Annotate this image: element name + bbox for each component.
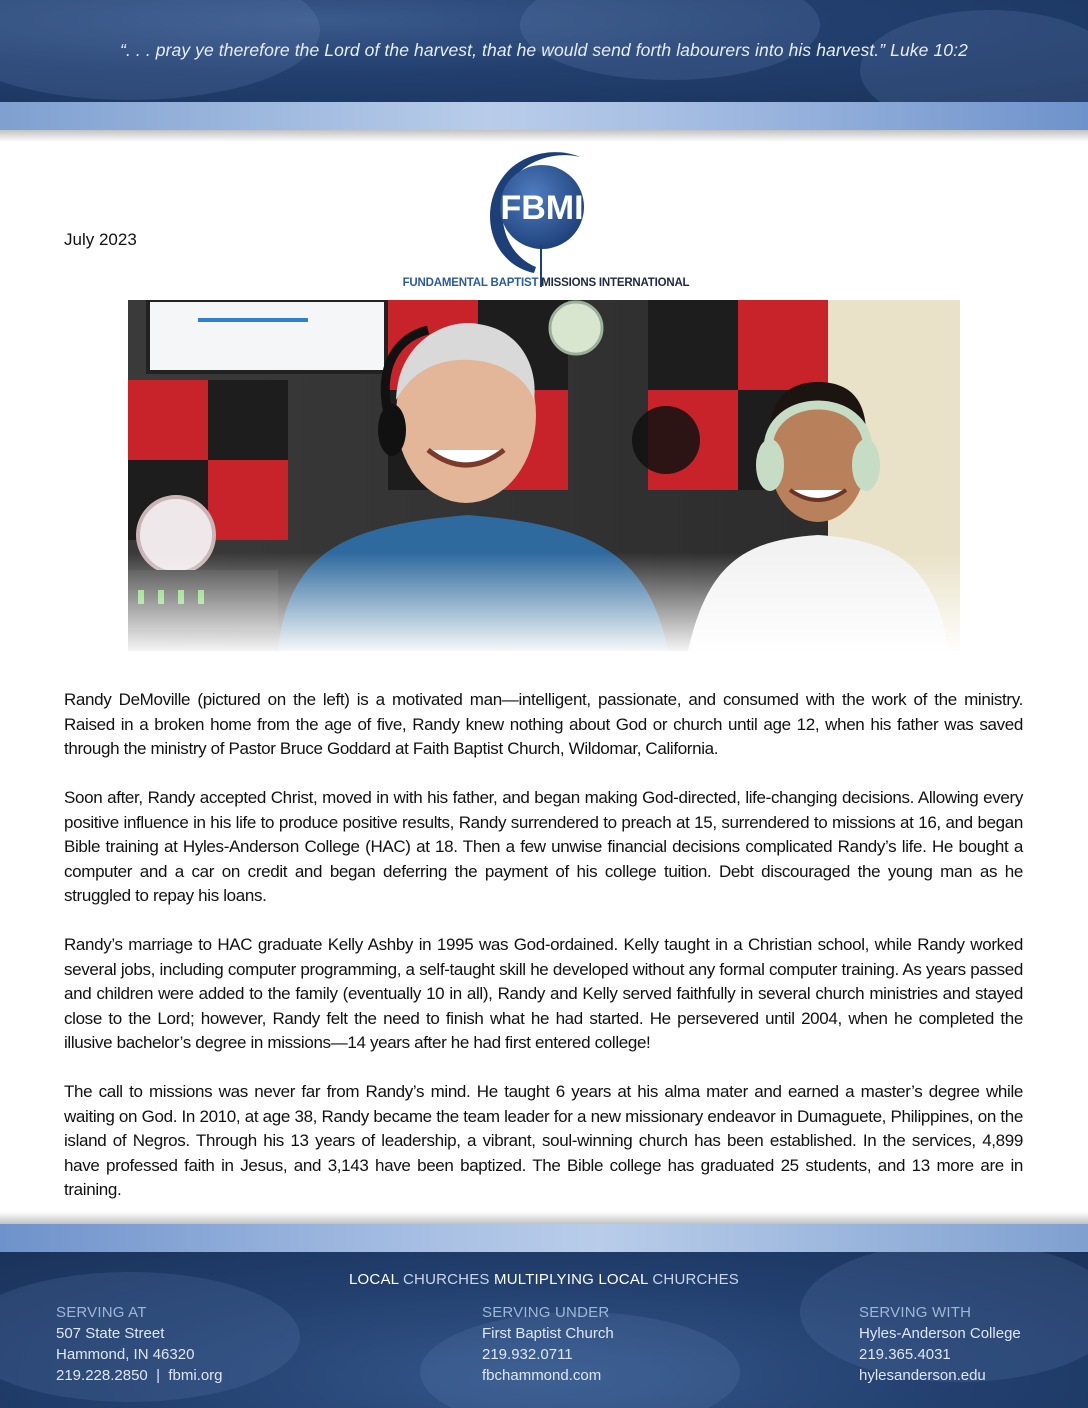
- header-accent-band: [0, 102, 1088, 130]
- studio-photo: [128, 300, 960, 651]
- header-shadow: [0, 130, 1088, 142]
- footer-tagline: [0, 1271, 1088, 1288]
- tagline-word-3: MULTIPLYING: [494, 1271, 594, 1288]
- serving-with-heading: SERVING WITH: [859, 1304, 972, 1321]
- serving-with-line1: Hyles-Anderson College: [859, 1325, 1021, 1342]
- studio-photo-illustration: [128, 300, 960, 651]
- paragraph-2: Soon after, Randy accepted Christ, moved in with his father, and began making God-directed, life-changing decisions. Allowing every positive influence in his life to produce positive results, Randy surrendered to preach at 15, surrendered to missions at 16, and began Bible training at Hyles-Anderson College (HAC) at 18. Then a few unwise financial decisions complicated Randy’s life. He bought a computer and a car on credit and began deferring the payment of his college tuition. Debt discouraged the young man as he struggled to repay his loans.: [64, 788, 1023, 905]
- footer-shadow: [0, 1212, 1088, 1224]
- logo-caption-part1: FUNDAMENTAL BAPTIST: [402, 277, 539, 289]
- footer: [0, 1252, 1088, 1408]
- serving-with-line2: 219.365.4031: [859, 1346, 951, 1363]
- serving-with-line3: hylesanderson.edu: [859, 1367, 986, 1384]
- tagline-word-1: LOCAL: [349, 1271, 399, 1288]
- serving-under-heading: SERVING UNDER: [482, 1304, 610, 1321]
- serving-at-heading: SERVING AT: [56, 1304, 147, 1321]
- serving-under-line2: 219.932.0711: [482, 1346, 573, 1363]
- logo-caption-part2: MISSIONS INTERNATIONAL: [541, 277, 690, 289]
- serving-with: [859, 1302, 1021, 1386]
- paragraph-3: Randy’s marriage to HAC graduate Kelly Ashby in 1995 was God-ordained. Kelly taught in a Christian school, while Randy worked several jobs, including computer programming, a self-taught skill he developed without any formal computer training. As years passed and children were added to the family (eventually 10 in all), Randy and Kelly served faithfully in several church ministries and stayed close to the Lord; however, Randy felt the need to finish what he had started. He persevered until 2004, when he completed the illusive bachelor’s degree in missions—14 years after he had first entered college!: [64, 935, 1023, 1052]
- header-banner: [0, 0, 1088, 102]
- paragraph-1: Randy DeMoville (pictured on the left) is a motivated man—intelligent, passionate, and consumed with the work of the ministry. Raised in a broken home from the age of five, Randy knew nothing about God or church until age 12, when his father was saved through the ministry of Pastor Bruce Goddard at Faith Baptist Church, Wildomar, California.: [64, 690, 1023, 758]
- letter-body: [64, 688, 1023, 1227]
- logo-caption: [396, 277, 696, 289]
- fbmi-logo: [396, 145, 696, 295]
- serving-under-line3: fbchammond.com: [482, 1367, 602, 1384]
- logo-mark-text: FBMI: [500, 189, 584, 227]
- serving-at-line1: 507 State Street: [56, 1325, 165, 1342]
- serving-under-line1: First Baptist Church: [482, 1325, 614, 1342]
- tagline-word-4: LOCAL: [598, 1271, 649, 1288]
- tagline-word-5: CHURCHES: [652, 1271, 739, 1288]
- letter-date: July 2023: [64, 230, 137, 249]
- serving-at-line3: 219.228.2850 | fbmi.org: [56, 1367, 223, 1384]
- serving-under: [482, 1302, 614, 1386]
- serving-at: [56, 1302, 223, 1386]
- paragraph-4: The call to missions was never far from Randy’s mind. He taught 6 years at his alma mater and earned a master’s degree while waiting on God. In 2010, at age 38, Randy became the team leader for a new missionary endeavor in Dumaguete, Philippines, on the island of Negros. Through his 13 years of leadership, a vibrant, soul-winning church has been established. In the services, 4,899 have professed faith in Jesus, and 3,143 have been baptized. The Bible college has graduated 25 students, and 13 more are in training.: [64, 1082, 1023, 1199]
- serving-at-line2: Hammond, IN 46320: [56, 1346, 195, 1363]
- footer-accent-band: [0, 1224, 1088, 1252]
- tagline-word-2: CHURCHES: [403, 1271, 490, 1288]
- scripture-quote: “. . . pray ye therefore the Lord of the harvest, that he would send forth labourers into his harvest.” Luke 10:2: [120, 40, 968, 60]
